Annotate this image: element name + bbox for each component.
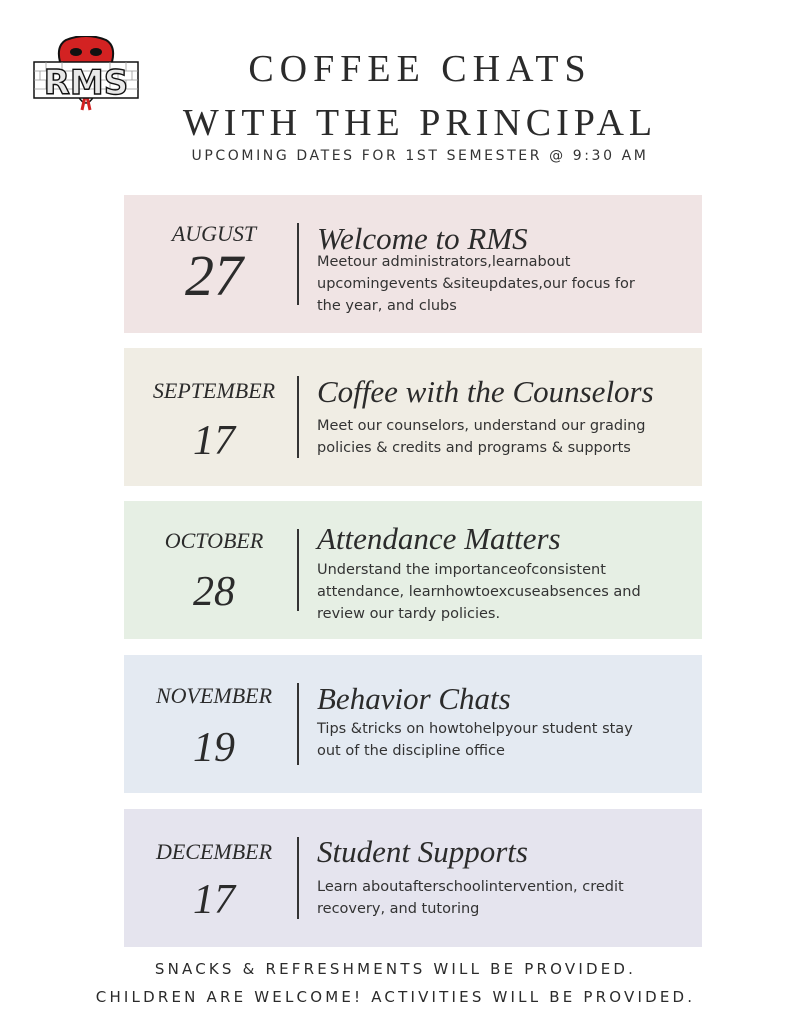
event-month: AUGUST [171,221,257,246]
event-month: OCTOBER [164,528,264,553]
page-subtitle: UPCOMING DATES FOR 1ST SEMESTER @ 9:30 AM [191,148,649,164]
event-day: 17 [193,877,235,923]
event-description: Meet our counselors, understand our grading policies & credits and programs & supports [317,418,646,456]
event-card-december [124,809,702,947]
page-title-line2: WITH THE PRINCIPAL [182,102,658,144]
event-card-october [124,501,702,639]
event-month: SEPTEMBER [152,378,276,403]
event-title: Student Supports [317,834,528,869]
snake-logo-icon [32,36,140,116]
event-title: Welcome to RMS [317,221,528,256]
event-divider [297,223,299,305]
event-divider [297,376,299,458]
event-description: Tips &tricks on howtohelpyour student stay out of the discipline office [317,721,633,759]
event-day: 28 [193,569,235,615]
page-title-line1: COFFEE CHATS [248,48,592,90]
event-card-september [124,348,702,486]
logo-text: RMS [43,63,129,103]
event-day: 19 [193,725,235,771]
event-month: DECEMBER [155,839,273,864]
event-month: NOVEMBER [155,683,273,708]
event-title: Behavior Chats [317,681,511,716]
event-divider [297,683,299,765]
event-description: Learn aboutafterschoolintervention, credit recovery, and tutoring [317,879,624,917]
event-day: 27 [185,243,243,308]
event-day: 17 [193,418,235,464]
footer-children-note: CHILDREN ARE WELCOME! ACTIVITIES WILL BE PROVIDED. [95,988,696,1006]
event-title: Attendance Matters [317,521,561,556]
event-divider [297,837,299,919]
school-logo [32,36,140,116]
footer-snacks-note: SNACKS & REFRESHMENTS WILL BE PROVIDED. [154,960,637,978]
event-divider [297,529,299,611]
event-title: Coffee with the Counselors [317,374,654,409]
event-card-august [124,195,702,333]
event-description: Understand the importanceofconsistent attendance, learnhowtoexcuseabsences and review our tardy policies. [317,562,641,622]
event-card-november [124,655,702,793]
event-description: Meetour administrators,learnabout upcomingevents &siteupdates,our focus for the year, and clubs [317,254,635,314]
